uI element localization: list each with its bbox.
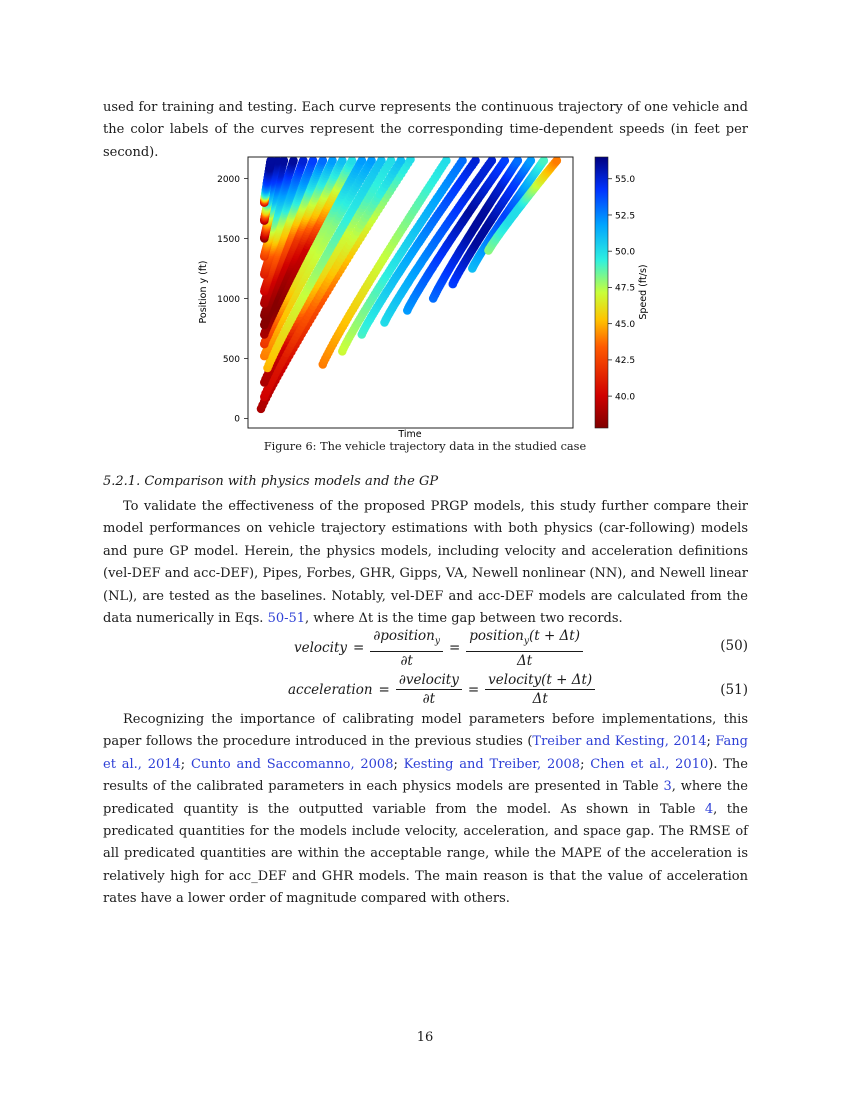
- eq51-mid-den: ∂t: [422, 691, 436, 707]
- citation-cunto-2008[interactable]: Cunto and Saccomanno, 2008: [190, 756, 394, 772]
- eq50-lhs: velocity: [294, 640, 347, 657]
- colorbar-tick-label: 52.5: [615, 211, 636, 222]
- trajectory-point: [397, 156, 406, 165]
- colorbar-tick-label: 40.0: [615, 392, 636, 403]
- trajectory-point: [358, 156, 367, 165]
- trajectory-point: [387, 156, 396, 165]
- trajectory-point: [458, 156, 467, 165]
- citation-fang-2014[interactable]: Fang et al., 2014: [103, 734, 749, 772]
- table-3-link[interactable]: 3: [663, 779, 672, 795]
- figure-caption: Figure 6: The vehicle trajectory data in the studied case: [263, 440, 587, 453]
- trajectory-point: [328, 156, 337, 165]
- trajectory-point: [267, 156, 276, 165]
- section-paragraph-1: [103, 496, 748, 630]
- colorbar-label: Speed (ft/s): [638, 264, 649, 320]
- trajectory-point: [309, 156, 318, 165]
- eq50-rhs-num: position: [469, 628, 524, 644]
- trajectory-point: [553, 156, 562, 165]
- colorbar-tick-label: 47.5: [615, 283, 636, 294]
- citation-kesting-treiber-2008[interactable]: Kesting and Treiber, 2008: [403, 756, 581, 772]
- eq50-rhs-num-post: (t + Δt): [528, 628, 580, 644]
- colorbar-tick-label: 50.0: [615, 247, 636, 258]
- trajectory-point: [527, 156, 536, 165]
- trajectory-point: [540, 156, 549, 165]
- para1-text-b: , where Δt is the time gap between two records.: [305, 611, 623, 627]
- trajectory-point: [501, 156, 510, 165]
- y-tick-label: 1000: [217, 294, 240, 305]
- colorbar-tick-label: 42.5: [615, 356, 636, 367]
- para2-text-4: , the predicated quantities for the models include velocity, acceleration, and space gap. The RMSE of all predicated quantities are within the acceptable range, while the MAPE of the acceleration is relatively high for acc_DEF and GHR models. The main reason is that the value of acceleration rates have a lower order of magnitude compared with others.: [103, 801, 748, 907]
- eq51-rhs-num: velocity: [488, 672, 542, 688]
- citation-treiber-kesting-2014[interactable]: Treiber and Kesting, 2014: [532, 734, 707, 750]
- equation-ref-link[interactable]: 50-51: [267, 611, 306, 627]
- table-4-link[interactable]: 4: [704, 801, 714, 817]
- sep: ;: [393, 756, 404, 772]
- colorbar-tick-label: 45.0: [615, 319, 636, 330]
- para2-text-2: ). The results of the calibrated parameters in each physics models are presented in Table: [103, 756, 748, 795]
- trajectory-point: [319, 156, 328, 165]
- eq50-number: (50): [720, 638, 748, 654]
- trajectory-point: [442, 156, 451, 165]
- para2-text-1: Recognizing the importance of calibrating model parameters before implementations, this paper follows the procedure introduced in the previous studies (: [103, 712, 748, 750]
- sep: ;: [580, 756, 591, 772]
- equation-51: acceleration = $\frac{\text{∂velocity}}{\partial t}$ = $\frac{\text{velocity(t + Δt)}}{\Delta t}$ (51): [288, 672, 748, 707]
- trajectory-point: [514, 156, 523, 165]
- intro-paragraph: used for training and testing. Each curve represents the continuous trajectory of one vehicle and the color labels of the curves represent the corresponding time-dependent speeds (in feet per second).: [103, 100, 748, 160]
- x-axis-label: Time: [398, 429, 422, 440]
- y-tick-label: 500: [222, 354, 240, 365]
- equation-50: velocity = $\frac{\partial position_y}{\partial t}$ = $\frac{position_y(t + \Delta t)}{\Delta t}$ (50): [294, 628, 748, 669]
- trajectory-point: [367, 156, 376, 165]
- trajectory-figure: [190, 150, 660, 440]
- eq51-mid-num: ∂velocity: [398, 672, 459, 688]
- y-tick-label: 2000: [217, 174, 240, 185]
- y-tick-label: 0: [234, 414, 240, 425]
- trajectory-point: [338, 156, 347, 165]
- y-tick-label: 1500: [217, 234, 240, 245]
- section-heading: 5.2.1. Comparison with physics models and the GP: [103, 474, 439, 489]
- trajectory-point: [377, 156, 386, 165]
- eq51-lhs: acceleration: [288, 681, 373, 698]
- para1-text-a: To validate the effectiveness of the proposed PRGP models, this study further compare their model performances on vehicle trajectory estimations with both physics (car-following) models and pure GP model. Herein, the physics models, including velocity and acceleration definitions (vel-DEF and acc-DEF), Pipes, Forbes, GHR, Gipps, VA, Newell nonlinear (NN), and Newell linear (NL), are tested as the baselines. Notably, vel-DEF and acc-DEF models are calculated from the data numerically in Eqs.: [103, 499, 748, 627]
- colorbar: [595, 157, 608, 428]
- eq50-rhs-sub: y: [523, 636, 529, 647]
- y-axis-label: Position y (ft): [198, 260, 209, 324]
- eq50-mid-den: ∂t: [400, 652, 413, 669]
- sep: ;: [180, 756, 191, 772]
- trajectory-point: [348, 156, 357, 165]
- sep: ;: [706, 734, 716, 750]
- section-paragraph-2: [103, 709, 748, 911]
- eq50-rhs-den: Δt: [517, 652, 533, 669]
- citation-chen-2010[interactable]: Chen et al., 2010: [590, 756, 709, 772]
- trajectory-point: [406, 155, 415, 164]
- eq50-mid-num: ∂position: [373, 628, 435, 644]
- colorbar-tick-label: 55.0: [615, 175, 636, 186]
- eq50-mid-sub: y: [434, 636, 440, 647]
- trajectory-point: [471, 156, 480, 165]
- trajectory-point: [289, 156, 298, 165]
- eq51-rhs-den: Δt: [532, 691, 548, 707]
- eq51-number: (51): [720, 682, 748, 698]
- trajectory-point: [299, 156, 308, 165]
- para2-text-3: , where the predicated quantity is the outputted variable from the model. As shown in Table: [103, 779, 749, 817]
- eq51-rhs-num-post: (t + Δt): [541, 672, 593, 688]
- page-number: 16: [416, 1030, 434, 1045]
- trajectory-point: [488, 156, 497, 165]
